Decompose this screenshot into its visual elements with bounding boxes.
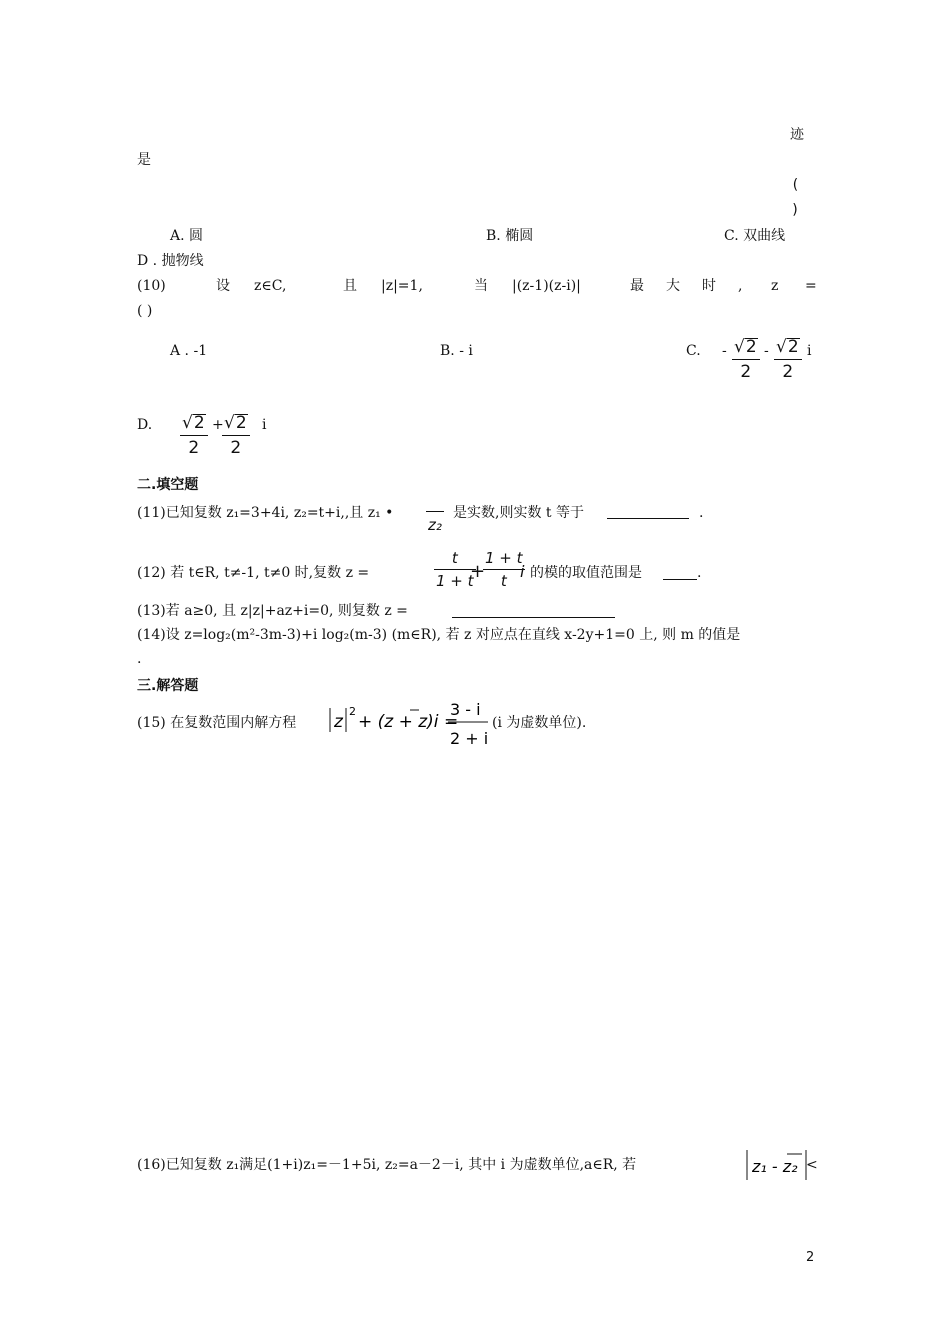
- q13-answer-blank[interactable]: [452, 603, 615, 618]
- q11-answer-blank[interactable]: [607, 504, 689, 519]
- q10-option-c-minus-2: -: [764, 343, 769, 359]
- fraction-denominator: 2: [782, 362, 794, 382]
- fraction-bar: [426, 511, 444, 512]
- q15-fraction-denominator: 2 + i: [450, 729, 489, 748]
- q9-option-b: B. 椭圆: [486, 228, 534, 244]
- fraction-bar: [732, 359, 760, 360]
- q11-end: .: [699, 505, 704, 521]
- q10-word-dang: 当: [474, 278, 488, 294]
- q10-option-b: B. - i: [440, 343, 473, 359]
- q12-answer-blank[interactable]: [663, 565, 697, 580]
- q10-word-shi: 时: [702, 278, 716, 294]
- q9-tail-2: 是: [137, 152, 151, 168]
- q12-text-a: (12) 若 t∈R, t≠-1, t≠0 时,复数 z =: [137, 565, 370, 581]
- q15-fraction-numerator: 3 - i: [450, 700, 481, 719]
- fraction-denominator: 2: [230, 438, 242, 458]
- sqrt-expression: √ 2: [776, 337, 799, 357]
- q10-word-eq: =: [805, 278, 817, 294]
- q9-tail-1: 迹: [790, 127, 804, 143]
- q16-tail: <: [806, 1157, 818, 1173]
- q14-dot: .: [137, 651, 142, 667]
- fraction-numerator: 1 + t: [485, 549, 523, 567]
- q11-text-b: 是实数,则实数 t 等于: [453, 505, 584, 521]
- q10-word-comma: ,: [738, 278, 743, 294]
- fraction-denominator: z₂: [428, 516, 442, 534]
- q9-paren-open: (: [791, 177, 800, 193]
- fraction-denominator: 1 + t: [436, 572, 474, 590]
- q10-word-da: 大: [666, 278, 680, 294]
- q11-text-a: (11)已知复数 z₁=3+4i, z₂=t+i,,且 z₁ •: [137, 505, 394, 521]
- fraction-denominator: t: [500, 572, 507, 590]
- q10-option-c-i: i: [807, 343, 812, 359]
- fraction-bar: [774, 359, 802, 360]
- fraction-bar: [180, 435, 208, 436]
- fraction-bar: [222, 435, 250, 436]
- sqrt-expression: √ 2: [224, 413, 247, 433]
- q14-text: (14)设 z=log₂(m²-3m-3)+i log₂(m-3) (m∈R), 若 z 对应点在直线 x-2y+1=0 上, 则 m 的值是: [137, 627, 741, 643]
- fraction-denominator: 2: [740, 362, 752, 382]
- q15-exponent: 2: [349, 705, 356, 718]
- q11-conjugate-fraction: [426, 505, 444, 533]
- page-number: 2: [806, 1250, 815, 1265]
- q9-option-c: C. 双曲线: [724, 228, 786, 244]
- q10-word-product: |(z-1)(z-i)|: [512, 278, 581, 294]
- q10-word-zui: 最: [630, 278, 644, 294]
- q10-option-d-fraction-1: [180, 414, 208, 457]
- q15-middle: + (z + z)i =: [358, 712, 459, 732]
- q15-text-b: (i 为虚数单位).: [492, 715, 587, 731]
- q10-option-d-i: i: [262, 417, 267, 433]
- q10-option-d-fraction-2: [222, 414, 250, 457]
- q15-z: z: [334, 712, 343, 732]
- q9-option-d: D . 抛物线: [137, 253, 204, 269]
- section-2-heading: 二.填空题: [137, 477, 199, 493]
- q10-option-d-label: D.: [137, 417, 153, 433]
- q12-i: i: [520, 562, 525, 581]
- q10-word-z: z: [771, 278, 779, 294]
- q9-paren-close: ): [791, 202, 800, 218]
- q10-option-c-fraction-1: [732, 338, 760, 381]
- q15-text-a: (15) 在复数范围内解方程: [137, 715, 297, 731]
- q13-text: (13)若 a≥0, 且 z|z|+az+i=0, 则复数 z =: [137, 603, 408, 619]
- q15-equation: [326, 698, 506, 754]
- q10-option-c-fraction-2: [774, 338, 802, 381]
- q16-expr: z₁ - z₂: [752, 1157, 798, 1176]
- q10-option-c-label: C.: [686, 343, 701, 359]
- q16-abs-expression: [744, 1148, 814, 1184]
- q10-option-c-minus-1: -: [722, 343, 727, 359]
- q12-end: .: [697, 565, 702, 581]
- q10-word-she: 设: [216, 278, 230, 294]
- q10-number: (10): [137, 278, 166, 294]
- fraction-numerator: t: [451, 549, 458, 567]
- q12-fraction-2: [483, 551, 525, 589]
- q10-word-z-in-c: z∈C,: [254, 278, 287, 294]
- q10-option-a: A . -1: [170, 343, 208, 359]
- q9-option-a: A. 圆: [170, 228, 204, 244]
- fraction-bar: [483, 569, 525, 570]
- fraction-denominator: 2: [188, 438, 200, 458]
- q12-plus: +: [470, 561, 486, 582]
- q10-option-d-plus: +: [212, 417, 224, 433]
- q16-text: (16)已知复数 z₁满足(1+i)z₁=－1+5i, z₂=a－2－i, 其中 i 为虚数单位,a∈R, 若: [137, 1157, 637, 1173]
- q10-word-qie: 且: [343, 278, 357, 294]
- q12-text-b: 的模的取值范围是: [530, 565, 642, 581]
- sqrt-expression: √ 2: [734, 337, 757, 357]
- q10-word-abs: |z|=1,: [381, 278, 423, 294]
- section-3-heading: 三.解答题: [137, 678, 199, 694]
- q10-paren: ( ): [137, 303, 153, 319]
- sqrt-expression: √ 2: [182, 413, 205, 433]
